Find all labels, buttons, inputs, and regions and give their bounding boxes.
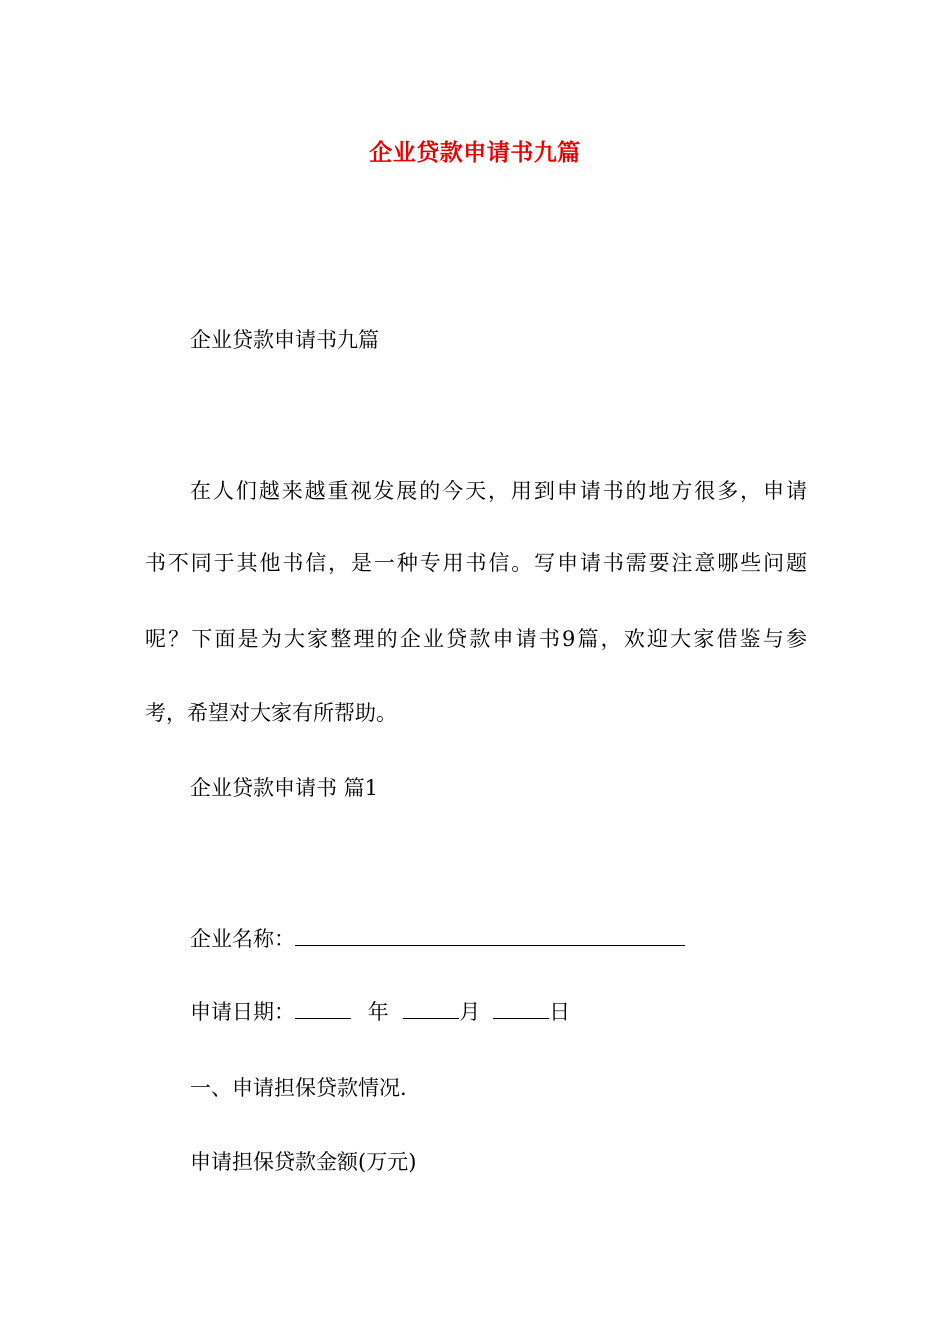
month-blank: [403, 998, 459, 1019]
item-one-heading: 一、申请担保贷款情况.: [190, 1076, 407, 1100]
paragraph-line-2: 书不同于其他书信，是一种专用书信。写申请书需要注意哪些问题: [145, 551, 807, 575]
section-heading: 企业贷款申请书 篇1: [190, 776, 379, 800]
document-subtitle: 企业贷款申请书九篇: [190, 328, 379, 352]
company-name-label: 企业名称：: [190, 927, 295, 951]
day-label: 日: [549, 1000, 571, 1024]
company-name-row: [190, 924, 685, 954]
application-date-label: 申请日期：: [190, 1000, 295, 1024]
paragraph-line-4: 考，希望对大家有所帮助。: [145, 701, 397, 725]
document-title: 企业贷款申请书九篇: [369, 139, 581, 166]
month-label: 月: [459, 1000, 481, 1024]
application-date-row: [190, 997, 570, 1027]
year-label: 年: [367, 1000, 389, 1024]
year-blank: [295, 998, 351, 1019]
company-name-blank: [295, 925, 685, 946]
day-blank: [493, 998, 549, 1019]
paragraph-line-1: 在人们越来越重视发展的今天，用到申请书的地方很多，申请: [190, 479, 807, 503]
loan-amount-label: 申请担保贷款金额(万元): [190, 1150, 417, 1174]
paragraph-line-3: 呢？下面是为大家整理的企业贷款申请书9篇，欢迎大家借鉴与参: [145, 627, 807, 651]
